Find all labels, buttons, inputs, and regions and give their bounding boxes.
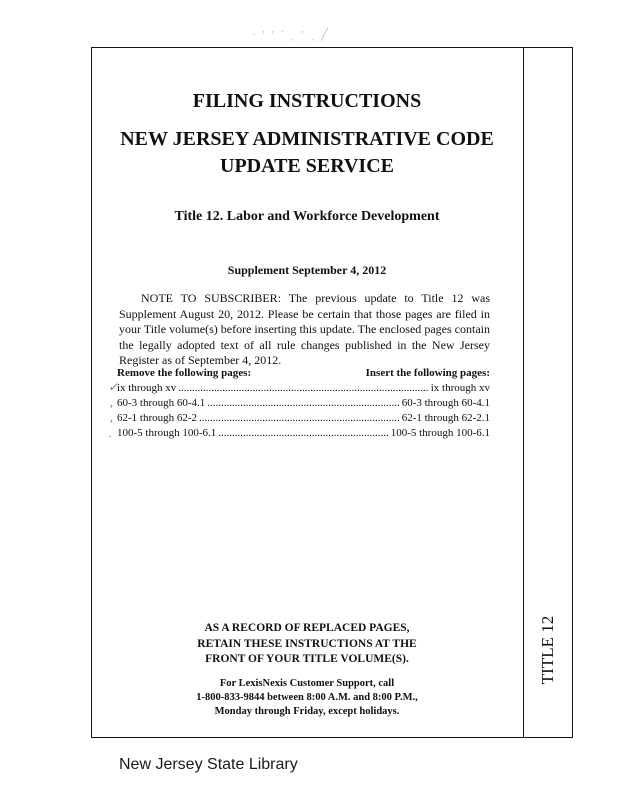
support-line-1: For LexisNexis Customer Support, call	[219, 678, 395, 689]
subtitle-line-1: NEW JERSEY ADMINISTRATIVE CODE	[120, 128, 494, 150]
check-mark-icon: ,	[110, 410, 113, 424]
table-row	[117, 411, 490, 426]
customer-support-notice	[92, 677, 522, 719]
support-line-2: 1-800-833-9844 between 8:00 A.M. and 8:00 P.M.,	[196, 692, 418, 703]
check-mark-icon: ,	[110, 395, 113, 409]
table-row	[117, 396, 490, 411]
dot-leader	[218, 426, 388, 441]
record-line-3: FRONT OF YOUR TITLE VOLUME(S).	[205, 653, 409, 665]
document-subtitle	[92, 126, 522, 180]
dot-leader	[199, 411, 400, 426]
record-line-1: AS A RECORD OF REPLACED PAGES,	[204, 622, 410, 634]
insert-pages: ix through xv	[430, 382, 490, 394]
insert-header: Insert the following pages:	[365, 367, 490, 379]
dot-leader	[178, 381, 428, 396]
title-heading: Title 12. Labor and Workforce Development	[174, 209, 440, 224]
pages-table	[117, 366, 490, 441]
tab-divider	[523, 47, 524, 738]
subtitle-line-2: UPDATE SERVICE	[220, 155, 394, 177]
remove-pages: 100-5 through 100-6.1	[117, 427, 217, 439]
note-to-subscriber: NOTE TO SUBSCRIBER: The previous update to Title 12 was Supplement August 20, 2012. Please be certain that those pages are filed in your Title volume(s) before inserting this update. The enclosed pages contain the legally adopted text of all rule changes published in the New Jersey Register as of September 4, 2012.	[119, 291, 490, 367]
remove-pages: 62-1 through 62-2	[117, 412, 198, 424]
scan-mark-decoration: · ′ ′ ˙ ˎ ′ ˏ ╱	[252, 29, 330, 41]
check-mark-icon: ✓	[108, 380, 119, 394]
dot-leader	[207, 396, 399, 411]
record-notice	[92, 621, 522, 668]
remove-pages: 60-3 through 60-4.1	[117, 397, 206, 409]
library-stamp: New Jersey State Library	[119, 756, 298, 773]
insert-pages: 60-3 through 60-4.1	[401, 397, 490, 409]
side-tab-label: TITLE 12	[538, 615, 557, 685]
insert-pages: 100-5 through 100-6.1	[390, 427, 490, 439]
supplement-date: Supplement September 4, 2012	[227, 263, 387, 277]
record-line-2: RETAIN THESE INSTRUCTIONS AT THE	[197, 637, 417, 650]
insert-pages: 62-1 through 62-2.1	[401, 412, 490, 424]
pages-table-header	[117, 366, 490, 381]
document-title: FILING INSTRUCTIONS	[192, 90, 422, 112]
remove-header: Remove the following pages:	[117, 367, 252, 379]
remove-pages: ix through xv	[117, 382, 177, 394]
table-row	[117, 426, 490, 441]
check-mark-icon: ˎ	[108, 424, 112, 438]
support-line-3: Monday through Friday, except holidays.	[214, 706, 400, 717]
table-row	[117, 381, 490, 396]
